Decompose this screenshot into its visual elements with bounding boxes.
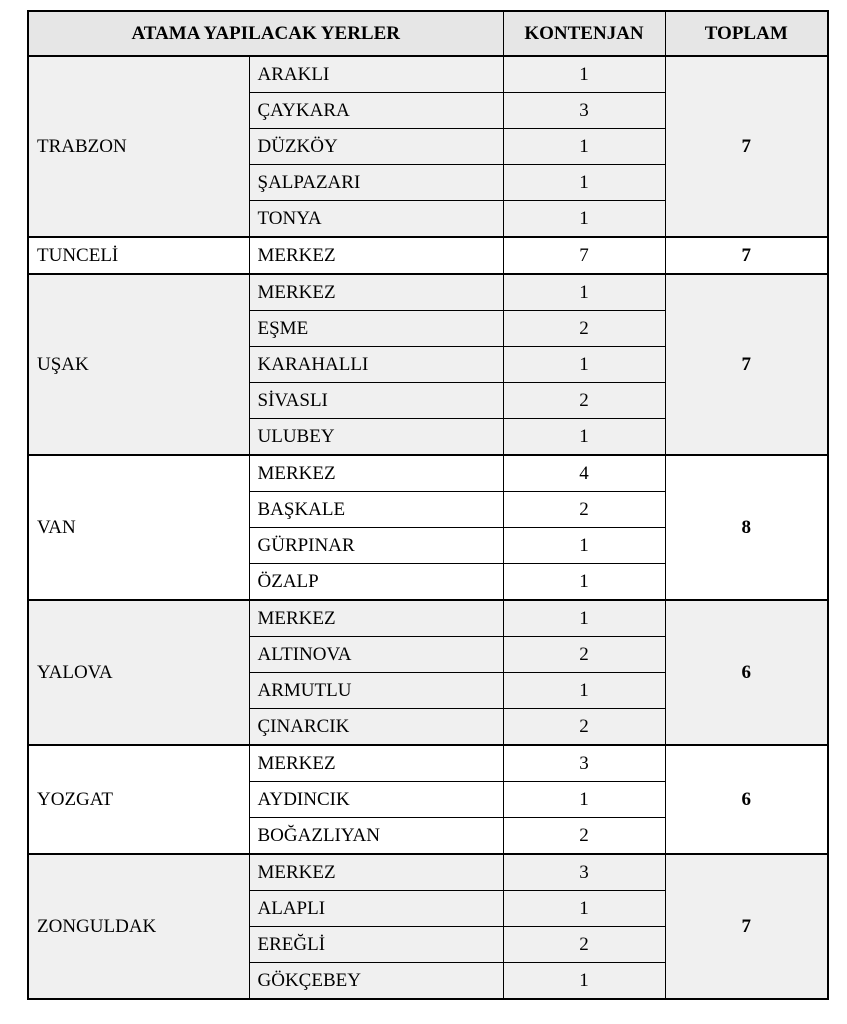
quota-cell: 1 <box>503 564 665 601</box>
quota-cell: 3 <box>503 93 665 129</box>
province-group <box>28 600 828 745</box>
quota-cell: 2 <box>503 927 665 963</box>
district-cell: MERKEZ <box>249 854 503 891</box>
quota-cell: 2 <box>503 709 665 746</box>
table-row <box>28 745 828 782</box>
district-cell: MERKEZ <box>249 600 503 637</box>
province-group <box>28 745 828 854</box>
district-cell: ALTINOVA <box>249 637 503 673</box>
table-header-row <box>28 11 828 56</box>
quota-cell: 1 <box>503 600 665 637</box>
quota-cell: 1 <box>503 201 665 238</box>
quota-cell: 1 <box>503 782 665 818</box>
table-row <box>28 274 828 311</box>
district-cell: BOĞAZLIYAN <box>249 818 503 855</box>
table-row <box>28 854 828 891</box>
table-row <box>28 237 828 274</box>
table-row <box>28 455 828 492</box>
district-cell: MERKEZ <box>249 455 503 492</box>
province-cell: VAN <box>28 455 249 600</box>
province-cell: ZONGULDAK <box>28 854 249 999</box>
quota-cell: 1 <box>503 347 665 383</box>
district-cell: EŞME <box>249 311 503 347</box>
header-quota: KONTENJAN <box>503 11 665 56</box>
quota-cell: 1 <box>503 963 665 1000</box>
district-cell: ÖZALP <box>249 564 503 601</box>
district-cell: TONYA <box>249 201 503 238</box>
district-cell: AYDINCIK <box>249 782 503 818</box>
table-row <box>28 56 828 93</box>
province-cell: TUNCELİ <box>28 237 249 274</box>
total-cell: 8 <box>665 455 828 600</box>
province-cell: TRABZON <box>28 56 249 237</box>
quota-cell: 2 <box>503 311 665 347</box>
province-cell: YOZGAT <box>28 745 249 854</box>
assignment-quota-document <box>27 10 827 1000</box>
total-cell: 6 <box>665 600 828 745</box>
quota-cell: 1 <box>503 56 665 93</box>
district-cell: ARAKLI <box>249 56 503 93</box>
quota-cell: 3 <box>503 854 665 891</box>
total-cell: 7 <box>665 56 828 237</box>
quota-cell: 2 <box>503 637 665 673</box>
district-cell: ŞALPAZARI <box>249 165 503 201</box>
province-cell: UŞAK <box>28 274 249 455</box>
province-group <box>28 455 828 600</box>
quota-cell: 1 <box>503 419 665 456</box>
quota-cell: 2 <box>503 492 665 528</box>
quota-cell: 1 <box>503 673 665 709</box>
quota-cell: 2 <box>503 818 665 855</box>
district-cell: MERKEZ <box>249 745 503 782</box>
province-group <box>28 237 828 274</box>
district-cell: GÖKÇEBEY <box>249 963 503 1000</box>
district-cell: GÜRPINAR <box>249 528 503 564</box>
district-cell: SİVASLI <box>249 383 503 419</box>
quota-cell: 1 <box>503 274 665 311</box>
quota-cell: 1 <box>503 891 665 927</box>
total-cell: 7 <box>665 237 828 274</box>
district-cell: KARAHALLI <box>249 347 503 383</box>
quota-cell: 1 <box>503 528 665 564</box>
quota-cell: 1 <box>503 129 665 165</box>
district-cell: MERKEZ <box>249 274 503 311</box>
district-cell: EREĞLİ <box>249 927 503 963</box>
quota-cell: 7 <box>503 237 665 274</box>
quota-cell: 2 <box>503 383 665 419</box>
total-cell: 6 <box>665 745 828 854</box>
header-total: TOPLAM <box>665 11 828 56</box>
province-group <box>28 854 828 999</box>
province-group <box>28 56 828 237</box>
table-row <box>28 600 828 637</box>
province-cell: YALOVA <box>28 600 249 745</box>
quota-cell: 3 <box>503 745 665 782</box>
district-cell: MERKEZ <box>249 237 503 274</box>
district-cell: BAŞKALE <box>249 492 503 528</box>
quota-cell: 4 <box>503 455 665 492</box>
province-group <box>28 274 828 455</box>
district-cell: ÇINARCIK <box>249 709 503 746</box>
district-cell: ARMUTLU <box>249 673 503 709</box>
quota-cell: 1 <box>503 165 665 201</box>
district-cell: ALAPLI <box>249 891 503 927</box>
district-cell: DÜZKÖY <box>249 129 503 165</box>
district-cell: ÇAYKARA <box>249 93 503 129</box>
header-places: ATAMA YAPILACAK YERLER <box>28 11 503 56</box>
district-cell: ULUBEY <box>249 419 503 456</box>
total-cell: 7 <box>665 854 828 999</box>
assignment-quota-table <box>27 10 829 1000</box>
total-cell: 7 <box>665 274 828 455</box>
